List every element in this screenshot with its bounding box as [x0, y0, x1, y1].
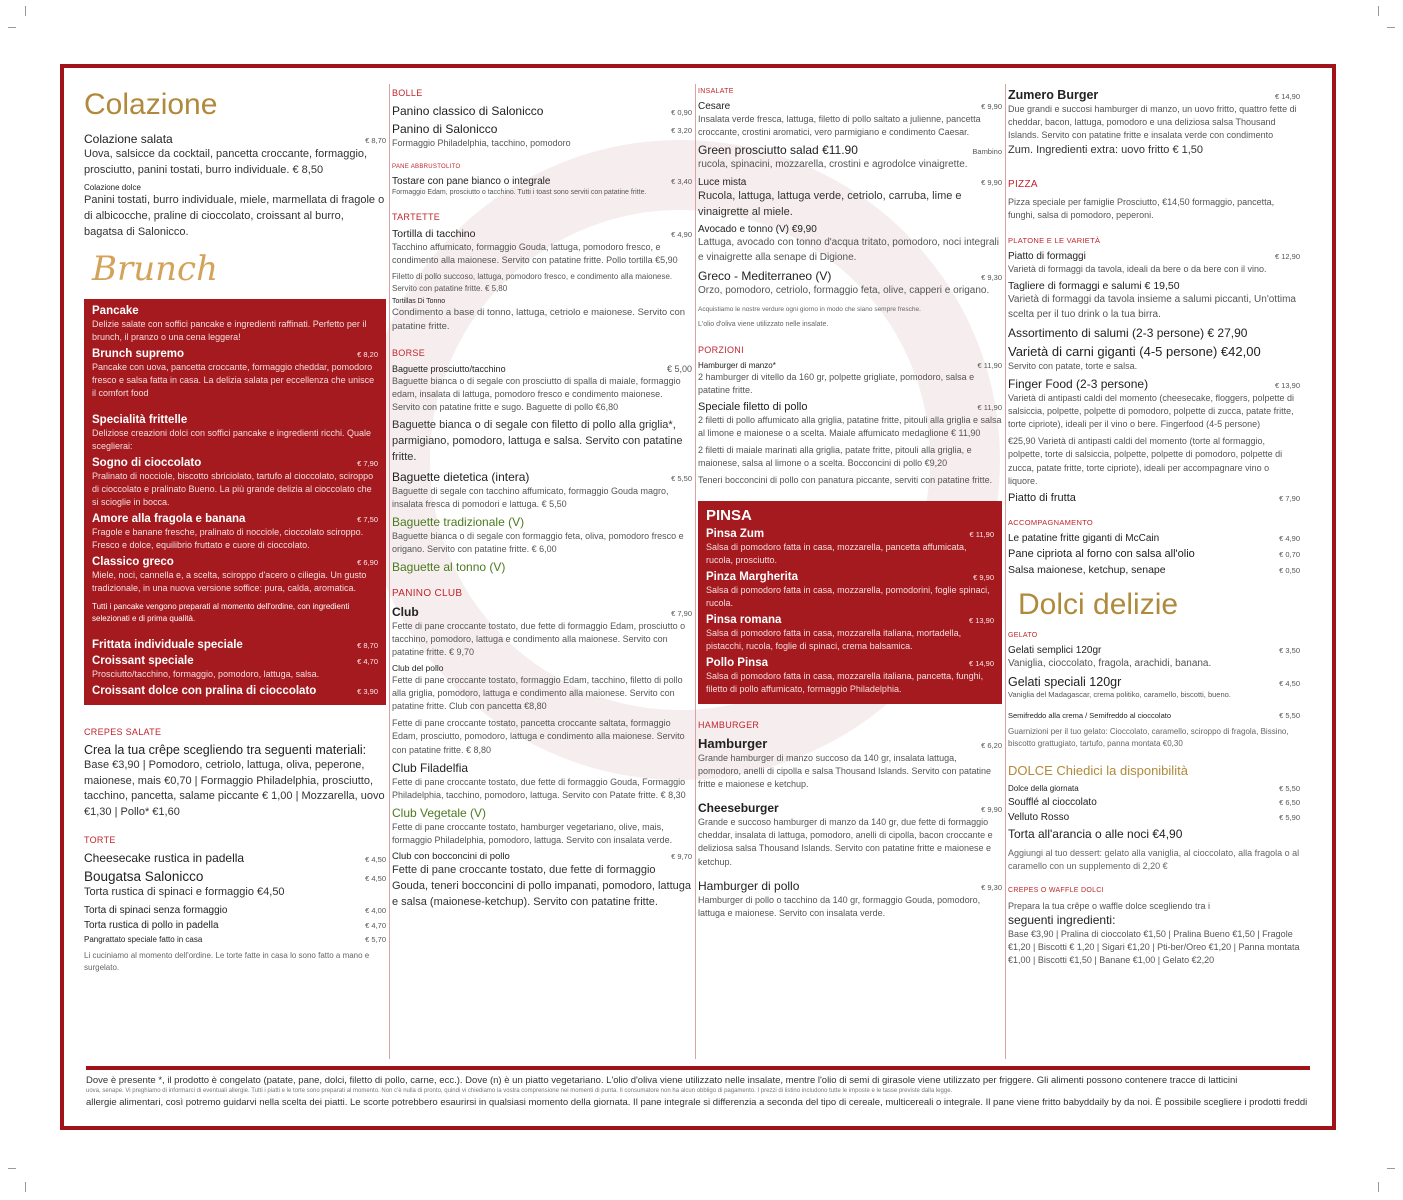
menu-item — [1008, 675, 1300, 701]
item-name: Baguette prosciutto/tacchino — [392, 364, 506, 374]
menu-item — [392, 717, 692, 756]
item-desc: Baguette bianca o di segale con formaggio feta, oliva, pomodoro fresco e origano. Servito con patatine fritte. € 6,00 — [392, 531, 684, 555]
item-name: Brunch supremo — [92, 347, 185, 360]
frittelle-intro: Deliziose creazioni dolci con soffici pancake e ingredienti ricchi. Quale sceglierai: — [92, 427, 371, 451]
insalate-note: L'olio d'oliva viene utilizzato nelle insalate. — [698, 321, 829, 329]
item-name: Tortilla di tacchino — [392, 228, 476, 241]
item-desc: Fragole e banane fresche, pralinato di nocciole, cioccolato sciroppo. Fresco e dolce, equilibrio fruttato e cuore di cioccolato. — [92, 527, 364, 551]
item-desc: Varietà di formaggi da tavola insieme a salumi piccanti, Un'ottima scelta per il tuo drink o la tua birra. — [1008, 294, 1296, 320]
menu-item — [84, 920, 386, 931]
item-price: € 14,90 — [1274, 92, 1300, 101]
item-name: Gelati semplici 120gr — [1008, 644, 1102, 656]
item-name: Amore alla fragola e banana — [92, 513, 246, 526]
menu-item — [1008, 533, 1300, 544]
item-name: Finger Food (2-3 persone) — [1008, 377, 1149, 392]
pinsa-box — [698, 501, 1002, 704]
crop-mark — [25, 6, 26, 16]
item-price: € 0,70 — [1279, 549, 1300, 559]
crop-mark — [8, 1168, 16, 1169]
item-price: € 3,40 — [671, 177, 692, 187]
item-name: Croissant speciale — [92, 654, 194, 667]
menu-item — [698, 801, 1002, 868]
torte-note: Li cuciniamo al momento dell'ordine. Le torte fatte in casa lo sono fatto a mano e surgelato. — [84, 951, 370, 972]
footer-line: Dove è presente *, il prodotto è congelato (patate, pane, dolci, filetto di pollo, carne, ecc.). Dove (n) è un piatto vegetariano. L'olio d'oliva viene utilizzato nelle insalate, mentre l'olio di semi di girasole viene utilizzato per friggere. Gli alimenti possono contenere tracce di latticini — [86, 1075, 1238, 1086]
menu-item — [392, 515, 692, 556]
item-desc: Varietà di antipasti caldi del momento (cheesecake, floggers, polpette di salsiccia, polpette, polpette di pomodoro, polpette di zucca, patate fritte, torte cipriote), ideali per il vino o bere. Fingerfood (4-5 persone) — [1008, 393, 1294, 430]
item-name: Club — [392, 605, 419, 620]
menu-item — [1008, 827, 1300, 841]
menu-item — [92, 685, 378, 697]
menu-item — [84, 935, 386, 944]
column-divider — [389, 84, 390, 1059]
item-name: Zumero Burger — [1008, 88, 1099, 102]
menu-item — [1008, 251, 1300, 276]
item-desc: Prosciutto/tacchino, formaggio, pomodoro, lattuga, salsa. — [92, 668, 320, 679]
crepes-dolci-title: seguenti ingredienti: — [1008, 913, 1116, 928]
item-name: Speciale filetto di pollo — [698, 400, 808, 413]
item-name: Colazione salata — [84, 132, 173, 146]
item-price: € 11,90 — [977, 402, 1002, 412]
menu-item — [392, 228, 692, 267]
menu-item — [84, 183, 386, 241]
item-price: € 12,90 — [1274, 252, 1300, 262]
menu-column-4 — [1008, 84, 1300, 1059]
menu-item — [698, 736, 1002, 791]
menu-item — [92, 556, 378, 595]
item-desc: Grande e succoso hamburger di manzo da 140 gr, due fette di formaggio cheddar, insalata di lattuga, pomodoro, anelli di cipolla, bacon croccante e deliziosa salsa Thousand Islands. Servito con patatine fritte e maionese e ketchup. — [698, 817, 993, 867]
menu-item — [1008, 435, 1300, 487]
item-desc: Baguette di segale con tacchino affumicato, formaggio Gouda magro, insalata fresca di pomodori e lattuga. € 5,50 — [392, 485, 669, 509]
menu-item — [392, 122, 692, 150]
item-name: Colazione dolce — [84, 182, 141, 192]
item-desc: Uova, salsicce da cocktail, pancetta croccante, formaggio, prosciutto, panini tostati, burro individuale. € 8,50 — [84, 148, 368, 176]
item-desc: Panini tostati, burro individuale, miele, marmellata di fragole o di albicocche, praline di cioccolato, croissant al burro, bagatsa di Salonicco. — [84, 193, 385, 238]
item-desc: Fette di pane croccante tostato, due fette di formaggio Edam, prosciutto o tacchino, pomodoro, lattuga e condimento alla maionese. Servito con patatine fritte. € 9,70 — [392, 621, 686, 658]
pizza-heading: PIZZA — [1008, 179, 1038, 191]
item-price: € 7,50 — [357, 515, 378, 525]
item-price: € 13,90 — [1274, 381, 1300, 391]
item-name: Baguette dietetica (intera) — [392, 469, 530, 484]
item-desc: Varietà di formaggi da tavola, ideali da bere o da bere con il vino. — [1008, 264, 1267, 275]
item-price: Bambino — [972, 147, 1002, 157]
item-price: € 0,50 — [1279, 565, 1300, 575]
menu-item — [1008, 645, 1300, 672]
item-price: € 13,90 — [968, 616, 994, 626]
item-name: Baguette al tonno (V) — [392, 560, 506, 575]
menu-item — [1008, 784, 1300, 793]
item-price: € 5,90 — [1279, 813, 1300, 823]
item-desc: Torta rustica di spinaci e formaggio €4,50 — [84, 886, 285, 899]
menu-item — [698, 177, 1002, 221]
dolce-aggiungi: Aggiungi al tuo dessert: gelato alla vaniglia, al cioccolato, alla fragola o al caramello con un supplemento di 2,20 € — [1008, 848, 1300, 872]
item-price: € 9,90 — [981, 102, 1002, 111]
gelato-heading: GELATO — [1008, 631, 1038, 639]
item-price: € 3,20 — [671, 126, 692, 135]
menu-item — [392, 418, 692, 466]
item-name: Assortimento di salumi (2-3 persone) € 27,90 — [1008, 326, 1248, 341]
crop-mark — [8, 27, 16, 28]
menu-item — [392, 806, 692, 847]
item-name: Club Vegetale (V) — [392, 805, 487, 820]
menu-item — [1008, 711, 1300, 720]
item-name: Tostare con pane bianco o integrale — [392, 176, 551, 188]
frittelle-note: Tutti i pancake vengono preparati al momento dell'ordine, con ingredienti selezionati e di prima qualità. — [92, 602, 350, 623]
item-name: Cesare — [698, 101, 731, 112]
menu-item — [392, 663, 692, 713]
item-price: € 6,90 — [357, 558, 378, 568]
menu-column-1 — [84, 84, 386, 1059]
pancake-intro: Delizie salate con soffici pancake e ingredienti raffinati. Perfetto per il brunch, il pranzo o una cena leggera! — [92, 318, 367, 342]
item-name: Cheeseburger — [698, 801, 779, 816]
menu-item — [698, 101, 1002, 139]
item-price: € 8,70 — [357, 640, 378, 650]
crepes-salate-title: Crea la tua crêpe scegliendo tra seguenti materiali: — [84, 742, 367, 757]
item-name: Frittata individuale speciale — [92, 638, 243, 651]
item-name: Torta rustica di pollo in padella — [84, 920, 219, 932]
item-desc: Formaggio Edam, prosciutto o tacchino. Tutti i toast sono serviti con patatine fritte. — [392, 189, 647, 197]
menu-item — [392, 176, 692, 198]
item-name: Baguette tradizionale (V) — [392, 515, 525, 530]
menu-item — [84, 132, 386, 179]
item-price: € 5,50 — [671, 473, 692, 483]
menu-item — [698, 361, 1002, 397]
menu-item — [1008, 344, 1300, 373]
item-name: Panino classico di Salonicco — [392, 104, 544, 118]
borse-heading: BORSE — [392, 348, 426, 358]
footer-rule — [86, 1066, 1310, 1070]
item-price: € 6,50 — [1279, 798, 1300, 808]
frittelle-heading: Specialità frittelle — [92, 413, 188, 426]
menu-item — [698, 401, 1002, 440]
item-price: € 7,90 — [357, 459, 378, 469]
item-desc: Insalata verde fresca, lattuga, filetto di pollo saltato a julienne, pancetta croccante, crostini aromatici, vero parmigiano e condimento Caesar. — [698, 114, 981, 138]
item-name: Club con bocconcini di pollo — [392, 850, 510, 862]
menu-item — [698, 474, 1002, 487]
item-price: € 3,50 — [1279, 645, 1300, 655]
item-desc: Filetto di pollo succoso, lattuga, pomodoro fresco, e condimento alla maionese. Servito con patatine fritte. € 5,80 — [392, 272, 673, 293]
menu-item — [392, 761, 692, 802]
item-desc: Formaggio Philadelphia, tacchino, pomodoro — [392, 138, 571, 148]
menu-item — [392, 470, 692, 511]
column-divider — [695, 84, 696, 1059]
menu-item — [392, 104, 692, 118]
dolci-title: Dolci delizie — [1018, 587, 1179, 621]
menu-item — [706, 528, 994, 567]
item-price: € 9,90 — [981, 177, 1002, 187]
item-price: € 14,90 — [968, 659, 994, 669]
menu-item — [392, 271, 692, 294]
menu-item — [1008, 564, 1300, 576]
item-name: Croissant dolce con pralina di cioccolato — [92, 684, 317, 697]
crepes-salate-desc: Base €3,90 | Pomodoro, cetriolo, lattuga, oliva, peperone, maionese, mais €0,70 | Formaggio Philadelphia, prosciutto, tacchino, pancetta, salame piccante € 1,00 | Mozzarella, uovo €1,30 | Pollo* €1,60 — [84, 758, 385, 819]
menu-item — [92, 639, 378, 651]
tartette-heading: TARTETTE — [392, 212, 441, 223]
menu-item — [698, 143, 1002, 173]
item-price: € 4,70 — [357, 656, 378, 666]
crepes-dolci-desc: Base €3,90 | Pralina di cioccolato €1,50 | Pralina Bueno €1,50 | Fragole €1,20 | Biscotti € 1,20 | Sigari €1,20 | Pti-ber/Oreo €1,20 | Panna montata €1,00 | Biscotti €1,50 | Banane €1,00 | Gelato €2,20 — [1008, 929, 1300, 966]
menu-item — [1008, 280, 1300, 322]
item-price: € 9,30 — [981, 882, 1002, 892]
item-name: Torta all'arancia o alle noci €4,90 — [1008, 827, 1183, 842]
item-name: Pinsa romana — [706, 614, 782, 627]
item-price: € 5,70 — [365, 935, 386, 945]
item-name: Salsa maionese, ketchup, senape — [1008, 563, 1166, 576]
item-price: € 3,90 — [357, 686, 378, 696]
item-desc: 2 filetti di maiale marinati alla griglia, patate fritte, pitouli alla griglia, e maionese, salsa al limone o a scelta. Bocconcini di pollo €9,20 — [698, 444, 972, 468]
menu-item — [84, 905, 386, 916]
item-desc: Hamburger di pollo o tacchino da 140 gr, formaggio Gouda, pomodoro, lattuga e maionese. Servito con insalata verde. — [698, 894, 981, 918]
accompagnamento-heading: ACCOMPAGNAMENTO — [1008, 517, 1094, 527]
item-name: Hamburger — [698, 736, 768, 752]
item-desc: Pralinato di nocciole, biscotto sbriciolato, tartufo al cioccolato, sciroppo di cioccolato e pralinato Bueno. La più grande delizia al cioccolato che si scioglie in bocca. — [92, 471, 374, 508]
hamburger-heading: HAMBURGER — [698, 720, 760, 731]
item-desc: Salsa di pomodoro fatta in casa, mozzarella italiana, mortadella, pistacchi, rucola, foglie di spinaci, crema balsamica. — [706, 628, 962, 652]
menu-item — [698, 879, 1002, 920]
menu-item — [1008, 492, 1300, 504]
item-name: Avocado e tonno (V) €9,90 — [698, 224, 817, 236]
crop-mark — [25, 1182, 26, 1192]
dolce-heading: DOLCE Chiedici la disponibilità — [1008, 763, 1188, 779]
item-desc: Fette di pane croccante tostato, pancetta croccante saltata, formaggio Edam, prosciutto, pomodoro, lattuga e condimento alla maionese. Servito con patatine fritte. € 8,80 — [392, 718, 685, 755]
item-name: Gelati speciali 120gr — [1008, 675, 1122, 690]
item-name: Hamburger di manzo* — [698, 360, 776, 370]
menu-item — [1008, 326, 1300, 340]
item-desc: Rucola, lattuga, lattuga verde, cetriolo, carruba, lime e vinaigrette al miele. — [698, 189, 962, 218]
item-name: Club Filadelfia — [392, 760, 469, 775]
menu-item — [392, 364, 692, 414]
item-name: Piatto di formaggi — [1008, 251, 1086, 263]
item-price: € 4,50 — [365, 855, 386, 865]
menu-item — [698, 269, 1002, 299]
item-name: Bougatsa Salonicco — [84, 869, 204, 885]
item-desc: rucola, spinacini, mozzarella, crostini e agrodolce vinaigrette. — [698, 159, 968, 171]
item-price: € 4,50 — [1279, 679, 1300, 689]
brunch-box — [84, 299, 386, 705]
item-desc: Lattuga, avocado con tonno d'acqua tritato, pomodoro, noci integrali e vinaigrette alla senape di Digione. — [698, 237, 1000, 263]
item-name: Pollo Pinsa — [706, 657, 768, 670]
item-name: Dolce della giornata — [1008, 784, 1079, 794]
menu-item — [392, 298, 692, 334]
item-price: € 5,50 — [1279, 784, 1300, 794]
item-desc: 2 filetti di pollo affumicato alla griglia, patatine fritte, pitouli alla griglia e salsa al limone e maionese o a scelta. Maiale affumicato medaglione € 11,90 — [698, 414, 1002, 438]
item-name: Pinza Margherita — [706, 570, 799, 583]
menu-item — [392, 605, 692, 659]
item-price: € 4,50 — [365, 874, 386, 884]
item-name: Pangrattato speciale fatto in casa — [84, 935, 203, 945]
item-extra: Zum. Ingredienti extra: uovo fritto € 1,50 — [1008, 144, 1204, 157]
item-name: Tagliere di formaggi e salumi € 19,50 — [1008, 280, 1180, 293]
menu-column-2 — [392, 84, 692, 1059]
item-price: € 7,90 — [1279, 493, 1300, 503]
colazione-title: Colazione — [84, 88, 218, 121]
crepes-salate-heading: CREPES SALATE — [84, 726, 162, 737]
menu-item — [698, 224, 1002, 265]
column-divider — [1005, 84, 1006, 1059]
menu-item — [706, 657, 994, 696]
item-desc: Vaniglia, cioccolato, fragola, arachidi, banana. — [1008, 657, 1212, 669]
insalate-note: Acquistiamo le nostre verdure ogni giorno in modo che siano sempre fresche. — [698, 305, 921, 313]
item-desc: Salsa di pomodoro fatta in casa, mozzarella italiana, pancetta, funghi, filetto di pollo affumicato, formaggio Philadelphia. — [706, 671, 984, 695]
menu-item — [392, 560, 692, 574]
item-price: € 11,90 — [969, 529, 994, 539]
item-desc: Baguette bianca o di segale con filetto di pollo alla griglia*, parmigiano, pomodoro, lattuga e salsa. Servito con patatine fritte. — [392, 419, 683, 464]
footer-line: uova, senape. Vi preghiamo di informarci di eventuali allergie. Tutti i piatti e le torte sono preparati al momento. Non c'è nulla di pronto, quindi vi chiediamo la vostra comprensione nei momenti di punta. Il consumatore non ha alcun obbligo di pagamento. I prezzi di listino includono tutte le imposte e le tasse previste dalla legge. — [86, 1088, 953, 1095]
panino-club-heading: PANINO CLUB — [392, 588, 463, 600]
item-name: Le patatine fritte giganti di McCain — [1008, 532, 1160, 544]
item-price: € 9,90 — [981, 805, 1002, 815]
item-desc: Fette di pane croccante tostato, hamburger vegetariano, olive, mais, formaggio Philadelphia, pomodoro, lattuga. Servito con insalata verde. — [392, 821, 673, 845]
item-name: Hamburger di pollo — [698, 878, 800, 893]
item-price: € 4,70 — [365, 921, 386, 931]
item-price: € 4,00 — [365, 906, 386, 916]
menu-item — [706, 614, 994, 653]
crop-mark — [1378, 6, 1379, 16]
item-desc: Baguette bianca o di segale con prosciutto di spalla di maiale, formaggio edam, insalata di lattuga, pomodoro fresco e condimento maionese. Servito con patatine fritte e sugo. Baguette di pollo €6,80 — [392, 376, 681, 413]
item-name: Cheesecake rustica in padella — [84, 851, 245, 866]
menu-item — [84, 869, 386, 901]
colazione-list — [84, 132, 386, 241]
item-name: Pane cipriota al forno con salsa all'olio — [1008, 547, 1195, 560]
item-name: Torta di spinaci senza formaggio — [84, 905, 228, 917]
item-name: Panino di Salonicco — [392, 122, 498, 136]
item-name: Soufflé al cioccolato — [1008, 797, 1097, 809]
item-name: Luce mista — [698, 176, 747, 188]
item-name: Pinsa Zum — [706, 527, 765, 540]
brunch-title: Brunch — [92, 248, 218, 289]
pizza-desc: Pizza speciale per famiglie Prosciutto, €14,50 formaggio, pancetta, funghi, salsa di pomodoro, peperoni. — [1008, 197, 1275, 221]
item-name: Varietà di carni giganti (4-5 persone) €42,00 — [1008, 344, 1261, 360]
menu-item — [1008, 797, 1300, 808]
menu-item — [706, 571, 994, 610]
footer-notes — [86, 1074, 1310, 1109]
menu-column-3 — [698, 84, 1002, 1059]
gelato-guarnizioni: Guarnizioni per il tuo gelato: Cioccolato, caramello, sciroppo di fragola, Bissino, biscotto grattugiato, tartufo, panna montata €0,30 — [1008, 726, 1289, 748]
item-price: € 4,90 — [1279, 533, 1300, 543]
item-desc: Fette di pane croccante tostato, formaggio Edam, tacchino, filetto di pollo alla griglia, pomodoro, lattuga e condimento alla maionese. Servito con patatine fritte. Club con pancetta €8,80 — [392, 675, 683, 712]
item-price: € 9,70 — [671, 851, 692, 861]
item-desc: Miele, noci, cannella e, a scelta, sciroppo d'acero o ciliegia. Un gusto tradizionale, in una nuova versione soffice: pura, calda, aromatica. — [92, 570, 367, 594]
item-desc: Salsa di pomodoro fatta in casa, mozzarella, pancetta affumicata, rucola, prosciutto. — [706, 541, 967, 565]
item-price: € 7,90 — [671, 609, 692, 619]
menu-item — [92, 513, 378, 552]
item-price: € 4,90 — [671, 230, 692, 240]
item-price: € 8,20 — [357, 349, 378, 359]
item-desc: Teneri bocconcini di pollo con panatura piccante, serviti con patatine fritte. — [698, 474, 993, 485]
crepes-dolci-heading: CREPES O WAFFLE DOLCI — [1008, 887, 1104, 895]
menu-item — [1008, 88, 1300, 159]
item-price: € 11,90 — [977, 360, 1002, 370]
item-desc: Servito con patate, torte e salsa. — [1008, 361, 1138, 372]
item-price: € 9,90 — [973, 572, 994, 582]
menu-item — [1008, 548, 1300, 560]
item-price: € 5,00 — [666, 364, 692, 374]
item-price: € 9,30 — [981, 273, 1002, 283]
item-name: Tortillas Di Tonno — [392, 298, 446, 306]
pancake-heading: Pancake — [92, 304, 139, 317]
porzioni-heading: PORZIONI — [698, 344, 744, 355]
item-name: Velluto Rosso — [1008, 812, 1070, 824]
crepes-dolci-intro: Prepara la tua crêpe o waffle dolce scegliendo tra i — [1008, 901, 1210, 912]
item-name: Sogno di cioccolato — [92, 457, 202, 470]
item-name: Semifreddo alla crema / Semifreddo al cioccolato — [1008, 710, 1171, 720]
torte-heading: TORTE — [84, 835, 116, 846]
item-desc: Fette di pane croccante tostato, due fette di formaggio Gouda, teneri bocconcini di pollo impanati, pomodoro, lattuga e salsa (maionese-ketchup). Servito con patatine fritte. — [392, 863, 692, 908]
pane-abbrustolito-heading: PANE ABBRUSTOLITO — [392, 164, 461, 171]
platone-heading: PLATONE E LE VARIETÀ — [1008, 236, 1101, 246]
item-name: Piatto di frutta — [1008, 491, 1076, 504]
item-name: Classico greco — [92, 556, 174, 569]
item-desc: Grande hamburger di manzo succoso da 140 gr, insalata lattuga, pomodoro, anelli di cipolla e salsa Thousand Islands. Servito con patatine fritte e maionese e ketchup. — [698, 753, 992, 790]
menu-item — [84, 851, 386, 865]
menu-item — [92, 457, 378, 509]
insalate-heading: INSALATE — [698, 88, 734, 95]
pinsa-heading: PINSA — [706, 506, 752, 524]
menu-item — [1008, 377, 1300, 431]
item-desc: Salsa di pomodoro fatta in casa, mozzarella, pomodorini, foglie spinaci, rucola. — [706, 584, 990, 608]
item-desc: Vaniglia del Madagascar, crema politiko, caramello, biscotti, bueno. — [1008, 690, 1231, 700]
item-price: € 6,20 — [981, 741, 1002, 751]
menu-item — [698, 444, 1002, 470]
item-desc: Pancake con uova, pancetta croccante, formaggio cheddar, pomodoro fresco e salsa fatta in casa. La delizia salata per eccellenza che unisce il comfort food — [92, 361, 375, 398]
bolle-heading: BOLLE — [392, 88, 423, 98]
item-desc: Tacchino affumicato, formaggio Gouda, lattuga, pomodoro fresco, e condimento alla maionese. Servito con patatine fritte. Pollo tortilla €5,90 — [392, 242, 678, 266]
item-desc: Due grandi e succosi hamburger di manzo, un uovo fritto, quattro fette di cheddar, bacon, lattuga, pomodoro e una deliziosa salsa Thousand Islands. Servito con patatine fritte e insalata verde con condimento — [1008, 104, 1297, 141]
item-price: € 5,50 — [1279, 710, 1300, 720]
crop-mark — [1387, 1168, 1395, 1169]
crop-mark — [1378, 1182, 1379, 1192]
menu-item — [392, 851, 692, 911]
item-desc: €25,90 Varietà di antipasti caldi del momento (torte al formaggio, polpette, torte di salsiccia, polpette, polpette di pomodoro, polpette di zucca, patate fritte, torte cipriote), ideali per accompagnare vino o liquore. — [1008, 436, 1283, 486]
footer-line: allergie alimentari, così potremo guidarvi nella scelta dei piatti. Le scorte potrebbero esaurirsi in qualsiasi momento della giornata. Il pane integrale si differenzia a seconda del tipo di cereale, multicereali o integrale. Il pane viene fritto babyddaily by da noi. È possibile scegliere i prodotti freddi — [86, 1096, 1308, 1108]
item-desc: Orzo, pomodoro, cetriolo, formaggio feta, olive, capperi e origano. — [698, 285, 990, 297]
item-name: Club del pollo — [392, 663, 444, 674]
item-desc: Condimento a base di tonno, lattuga, cetriolo e maionese. Servito con patatine fritte. — [392, 307, 686, 333]
menu-item — [92, 655, 378, 681]
item-price: € 0,90 — [671, 108, 692, 117]
menu-item — [92, 348, 378, 400]
item-desc: Fette di pane croccante tostato, due fette di formaggio Gouda, Formaggio Philadelphia, tacchino, pomodoro, lattuga. Servito con Patate fritte. € 8,30 — [392, 776, 686, 800]
crop-mark — [1387, 27, 1395, 28]
item-price: € 8,70 — [365, 136, 386, 145]
item-name: Greco - Mediterraneo (V) — [698, 269, 832, 284]
item-desc: 2 hamburger di vitello da 160 gr, polpette grigliate, pomodoro, salsa e patatine fritte. — [698, 371, 975, 395]
item-name: Green prosciutto salad €11.90 — [698, 143, 858, 158]
menu-item — [1008, 812, 1300, 823]
